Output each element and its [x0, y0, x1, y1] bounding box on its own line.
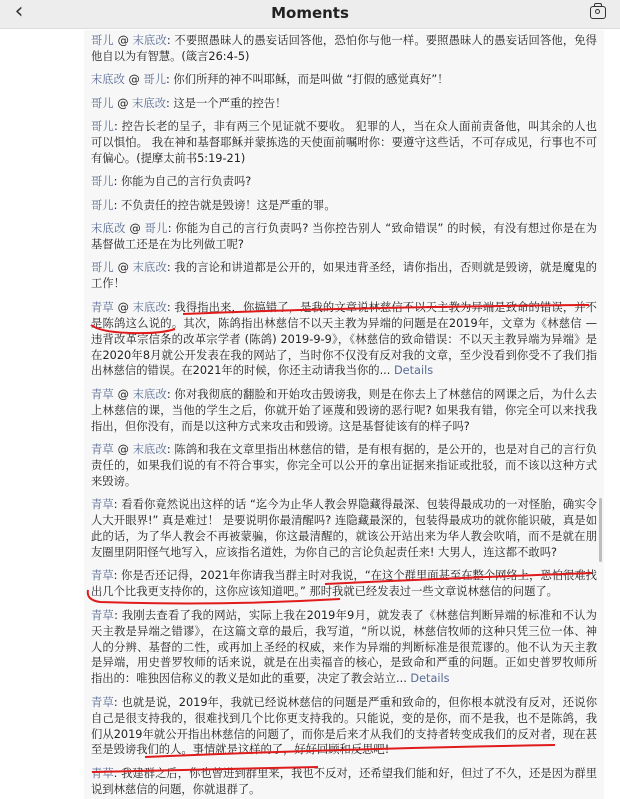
comments-panel — [84, 30, 604, 799]
comment-author[interactable]: 哥儿 — [91, 96, 114, 110]
comment-text: : 你能为自己的言行负责吗? — [113, 175, 252, 189]
reply-at-sign: @ — [125, 222, 145, 236]
top-nav-bar — [0, 0, 620, 29]
comment-text: : 陈鸽和我在文章里指出林慈信的错，是有根有据的，是公开的，也是对自己的言行负责任的，如果我们说的有不符合事实，你完全可以公开的拿出证据来指证或批驳，而不该以这种方式来毁谤。 — [91, 443, 597, 488]
comment-author[interactable]: 哥儿 — [91, 198, 114, 212]
comment-item[interactable] — [91, 766, 597, 798]
comment-text: : 不要照愚昧人的愚妄话回答他，恐怕你与他一样。要照愚昧人的愚妄话回答他，免得他自以为有智慧。(箴言26:4-5) — [91, 34, 597, 63]
comment-reply-to[interactable]: 末底改 — [132, 443, 167, 457]
comment-item[interactable] — [91, 96, 597, 112]
comment-list — [84, 30, 604, 798]
camera-icon[interactable] — [590, 6, 606, 19]
comment-author[interactable]: 末底改 — [91, 73, 125, 87]
comment-text: : 你是否还记得，2021年你请我当群主时对我说，“在这个群里面甚至在整个网络上，恐怕很难找出几个比我更支持你的，这你应该知道吧。” 那时我就已经发表过一些文章说林慈信的问题了。 — [91, 569, 597, 599]
comment-text: : 我刚去查看了我的网站，实际上我在2019年9月，就发表了《林慈信判断异端的标准和不认为天主教是异端之错谬》，在这篇文章的最后，我写道，“所以说，林慈信牧师的这种只凭三位一体、神人的分辨、基督的二性，或再加上圣经的权威，来作为异端的判断标准是很荒谬的。他不认为天主教是异端，用史普罗牧师的话来说，就是在出卖福音的核心，是致命和严重的问题。正如史普罗牧师所指出的：唯独因信称义的教义是如此的重要，决定了教会站立... — [91, 608, 597, 686]
scrollbar[interactable] — [599, 498, 602, 562]
comment-item[interactable] — [91, 568, 597, 600]
comment-text: : 我建群之后，你也曾进到群里来，我也不反对，还希望我们能和好，但过了不久，还是因为群里说到林慈信的问题，你就退群了。 — [91, 766, 597, 796]
comment-reply-to[interactable]: 哥儿 — [143, 73, 166, 87]
comment-author[interactable]: 青草 — [91, 608, 115, 622]
comment-author[interactable]: 青草 — [91, 498, 114, 512]
comment-author[interactable]: 青草 — [91, 300, 114, 314]
details-link[interactable]: Details — [393, 364, 434, 378]
comment-author[interactable]: 青草 — [91, 569, 114, 583]
comment-author[interactable]: 青草 — [91, 387, 114, 401]
comment-text: : 不负责任的控告就是毁谤！这是严重的罪。 — [113, 198, 336, 212]
comment-author[interactable]: 青草 — [91, 695, 114, 709]
comment-author[interactable]: 哥儿 — [91, 261, 114, 275]
reply-at-sign: @ — [124, 73, 144, 87]
comment-item[interactable] — [91, 33, 597, 65]
comment-author[interactable]: 哥儿 — [91, 120, 115, 134]
comment-item[interactable] — [91, 442, 597, 490]
comment-author[interactable]: 哥儿 — [91, 34, 114, 47]
comment-text: : 你们所拜的神不叫耶稣，而是叫做 “打假的感觉真好”！ — [166, 73, 449, 87]
comment-item[interactable] — [91, 387, 597, 435]
comment-item[interactable] — [91, 300, 597, 380]
reply-at-sign: @ — [113, 387, 133, 401]
comment-text: : 也就是说，2019年，我就已经说林慈信的问题是严重和致命的，但你根本就没有反对，还说你自己是很支持我的，很难找到几个比你更支持我的。只能说，变的是你，而不是我，也不是陈鸽，我们从2019年就公开指出林慈信的问题了，而你是后来才从我们的支持者转变成我们的反对者，现在甚至是毁谤我们的人。事情就是这样的了，好好回顾和反思吧! — [91, 695, 597, 757]
comment-author[interactable]: 青草 — [91, 443, 114, 457]
comment-author[interactable]: 青草 — [91, 766, 114, 780]
reply-at-sign: @ — [113, 34, 133, 47]
comment-item[interactable] — [91, 72, 597, 88]
comment-item[interactable] — [91, 198, 597, 214]
comment-reply-to[interactable]: 末底改 — [132, 96, 166, 110]
comment-text: : 你能为自己的言行负责吗? 当你控告别人 “致命错误” 的时候，有没有想过你是在为基督做工还是在为比列做工呢? — [91, 222, 598, 252]
details-link[interactable]: Details — [410, 672, 450, 686]
reply-at-sign: @ — [113, 261, 133, 275]
comment-author[interactable]: 哥儿 — [91, 175, 114, 189]
comment-text: : 我的言论和讲道都是公开的，如果违背圣经，请你指出，否则就是毁谤，就是魔鬼的工作！ — [91, 261, 597, 291]
comment-item[interactable] — [91, 260, 597, 292]
comment-author[interactable]: 末底改 — [91, 222, 126, 236]
comment-text: : 这是一个严重的控告！ — [166, 96, 287, 110]
reply-at-sign: @ — [113, 443, 133, 457]
comment-item[interactable] — [91, 221, 597, 253]
comment-reply-to[interactable]: 哥儿 — [144, 222, 168, 236]
reply-at-sign: @ — [113, 300, 133, 314]
comment-item[interactable] — [91, 497, 597, 561]
comment-text: : 控告长老的呈子，非有两三个见证就不要收。 犯罪的人，当在众人面前责备他，叫其余的人也可以惧怕。 我在神和基督耶稣并蒙拣选的天使面前嘱咐你：要遵守这些话，不可存成见，行事也不可有偏心。(提摩太前书5:19-21) — [91, 120, 597, 165]
comment-item[interactable] — [91, 174, 597, 190]
chevron-left-icon[interactable]: ‹ — [14, 0, 24, 24]
reply-at-sign: @ — [113, 96, 133, 110]
comment-text: : 我得指出来，你搞错了，是我的文章说林慈信不以天主教为异端是致命的错误，并不是陈鸽这么说的。其次，陈鸽指出林慈信不以天主教为异端的问题是在2019年，文章为《林慈信 — 违背改革宗信条的改革宗学者 (陈鸽) 2019-9-9》，《林慈信的致命错误：不以天主教异端为异端》是在2020年8月就公开发表在我的网站了，当时你不仅没有反对我的文章，至少没看到你受不了我们指出林慈信的错误。在2021年的时候，你还主动请我当你的... — [91, 300, 597, 378]
comment-item[interactable] — [91, 119, 597, 167]
comment-reply-to[interactable]: 末底改 — [132, 261, 167, 275]
comment-reply-to[interactable]: 末底改 — [132, 300, 167, 314]
comment-reply-to[interactable]: 末底改 — [132, 387, 167, 401]
comment-text: : 你对我彻底的翻脸和开始攻击毁谤我，则是在你去上了林慈信的网课之后，为什么去上林慈信的课，当他的学生之后，你就开始了诬蔑和毁谤的恶行呢? 如果我有错，你完全可以来找我指出，但你没有，而是以这种方式来攻击和毁谤。这是基督徒该有的样子吗? — [91, 387, 597, 433]
comment-item[interactable] — [91, 608, 597, 688]
comment-text: : 看看你竟然说出这样的话 “迄今为止华人教会界隐藏得最深、包装得最成功的一对怪胎，确实令人大开眼界!” 真是难过！ 是要说明你最清醒吗? 连隐藏最深的，包装得最成功的就你能识破，真是如此的话，为了华人教会不再被蒙骗，你这最清醒的，就该公开站出来为华人教会吹哨，而不是就在朋友圈里阴阳怪气地写入，应该指名道姓，为你自己的言论负起责任来! 大男人，连这都不敢吗? — [91, 498, 597, 559]
comment-item[interactable] — [91, 695, 597, 759]
comment-reply-to[interactable]: 末底改 — [132, 34, 167, 47]
page-title: Moments — [271, 4, 349, 22]
